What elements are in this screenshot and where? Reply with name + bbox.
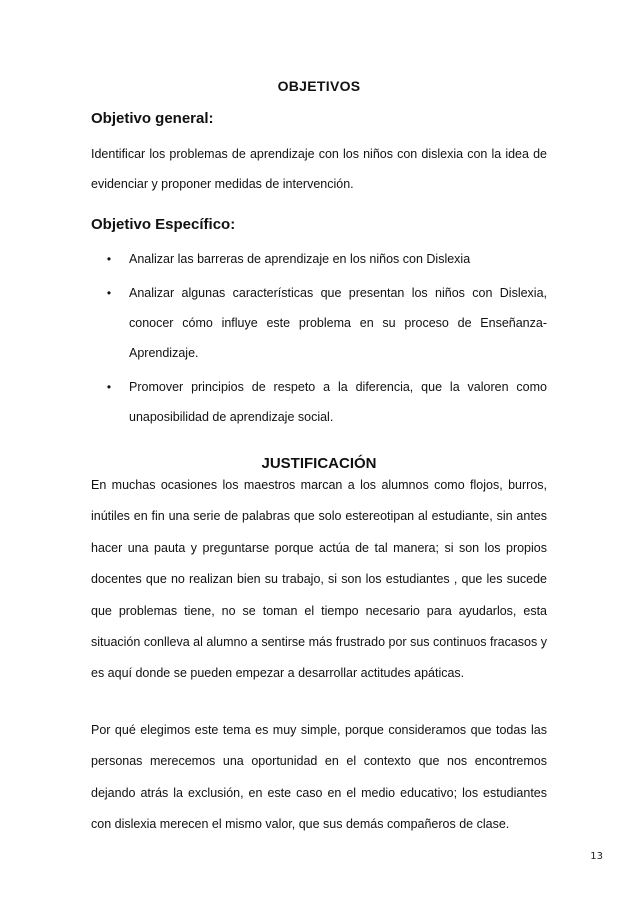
list-item (91, 244, 547, 274)
objetivos-especificos-list (91, 244, 547, 432)
justificacion-paragraph-2: Por qué elegimos este tema es muy simple, porque consideramos que todas las personas merecemos una oportunidad en el contexto que nos encontremos dejando atrás la exclusión, en este caso en el medio educativo; los estudiantes con dislexia merecen el mismo valor, que sus demás compañeros de clase. (91, 723, 547, 832)
list-item-text: Analizar algunas características que presentan los niños con Dislexia, conocer cómo influye este problema en su proceso de Enseñanza-Aprendizaje. (129, 286, 547, 360)
bullet-icon: • (106, 286, 112, 300)
objetivos-title: OBJETIVOS (277, 78, 361, 94)
list-item-text: Analizar las barreras de aprendizaje en los niños con Dislexia (129, 252, 471, 266)
justificacion-title: JUSTIFICACIÓN (261, 455, 377, 472)
page-number: 13 (590, 851, 603, 862)
list-item (91, 372, 547, 432)
justificacion-paragraph-1: En muchas ocasiones los maestros marcan a los alumnos como flojos, burros, inútiles en fin una serie de palabras que solo estereotipan al estudiante, sin antes hacer una pauta y preguntarse porque actúa de tal manera; si son los propios docentes que no realizan bien su trabajo, si son los estudiantes , que les sucede que problemas tiene, no se toman el tiempo necesario para ayudarlos, esta situación conlleva al alumno a sentirse más frustrado por sus continuos fracasos y es aquí donde se pueden empezar a desarrollar actitudes apáticas. (91, 478, 547, 681)
objetivo-especifico-heading: Objetivo Específico: (91, 216, 236, 233)
bullet-icon: • (106, 252, 112, 266)
bullet-icon: • (106, 380, 112, 394)
objetivo-general-heading: Objetivo general: (91, 110, 214, 127)
objetivo-general-paragraph: Identificar los problemas de aprendizaje con los niños con dislexia con la idea de evidenciar y proponer medidas de intervención. (91, 147, 547, 191)
list-item-text: Promover principios de respeto a la diferencia, que la valoren como unaposibilidad de aprendizaje social. (129, 380, 547, 424)
list-item (91, 278, 547, 368)
